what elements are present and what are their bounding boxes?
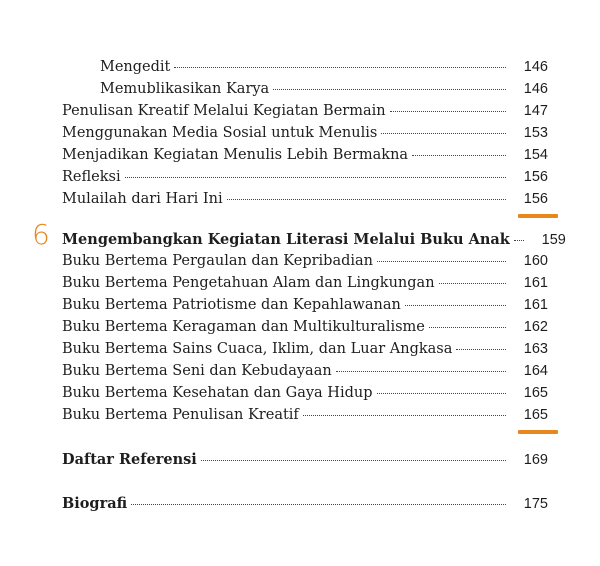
toc-entry-references bbox=[62, 451, 548, 473]
dot-leader bbox=[456, 349, 506, 350]
dot-leader bbox=[429, 327, 506, 328]
toc-entry-title: Mengedit bbox=[100, 59, 171, 75]
dot-leader bbox=[125, 177, 506, 178]
dot-leader bbox=[405, 305, 506, 306]
toc-entry-title: Menjadikan Kegiatan Menulis Lebih Bermakna bbox=[62, 147, 409, 163]
dot-leader bbox=[227, 199, 506, 200]
dot-leader bbox=[201, 460, 506, 461]
dot-leader bbox=[390, 111, 506, 112]
dot-leader bbox=[412, 155, 506, 156]
toc-entry-page: 146 bbox=[523, 81, 548, 97]
references-page: 169 bbox=[523, 452, 548, 468]
toc-entry-biography bbox=[62, 495, 548, 517]
chapter-number: 6 bbox=[32, 218, 50, 251]
toc-entry-page: 160 bbox=[523, 253, 548, 269]
toc-entry-page: 165 bbox=[523, 385, 548, 401]
chapter-heading bbox=[62, 231, 566, 253]
dot-leader bbox=[377, 393, 507, 394]
dot-leader bbox=[174, 67, 506, 68]
toc-entry-page: 156 bbox=[523, 169, 548, 185]
biography-page: 175 bbox=[523, 496, 548, 512]
dot-leader bbox=[131, 504, 506, 505]
toc-entry-page: 162 bbox=[523, 319, 548, 335]
references-title: Daftar Referensi bbox=[62, 451, 197, 468]
toc-entry bbox=[62, 169, 548, 191]
toc-entry-page: 156 bbox=[523, 191, 548, 207]
toc-entry bbox=[62, 125, 548, 147]
dot-leader bbox=[439, 283, 506, 284]
toc-entry-page: 161 bbox=[523, 275, 548, 291]
dot-leader bbox=[381, 133, 506, 134]
toc-entry-page: 146 bbox=[523, 59, 548, 75]
toc-entry-title: Memublikasikan Karya bbox=[100, 81, 270, 97]
toc-entry-page: 161 bbox=[523, 297, 548, 313]
toc-entry-page: 154 bbox=[523, 147, 548, 163]
dot-leader bbox=[303, 415, 506, 416]
toc-entry bbox=[62, 103, 548, 125]
section-divider-bar bbox=[518, 214, 558, 218]
toc-entry bbox=[100, 81, 548, 103]
dot-leader bbox=[336, 371, 506, 372]
toc-entry-title: Buku Bertema Pengetahuan Alam dan Lingkungan bbox=[62, 275, 435, 291]
toc-entry bbox=[62, 341, 548, 363]
toc-entry bbox=[62, 147, 548, 169]
toc-entry-page: 163 bbox=[523, 341, 548, 357]
toc-entry bbox=[100, 59, 548, 81]
toc-entry-title: Buku Bertema Penulisan Kreatif bbox=[62, 407, 299, 423]
toc-entry bbox=[62, 297, 548, 319]
toc-entry-title: Buku Bertema Kesehatan dan Gaya Hidup bbox=[62, 385, 373, 401]
dot-leader bbox=[514, 240, 524, 241]
toc-entry-title: Refleksi bbox=[62, 169, 121, 185]
section-divider-bar bbox=[518, 430, 558, 434]
toc-entry-title: Buku Bertema Seni dan Kebudayaan bbox=[62, 363, 332, 379]
toc-entry-title: Menggunakan Media Sosial untuk Menulis bbox=[62, 125, 378, 141]
toc-entry-title: Mulailah dari Hari Ini bbox=[62, 191, 223, 207]
toc-entry-page: 147 bbox=[523, 103, 548, 119]
toc-entry-page: 153 bbox=[523, 125, 548, 141]
toc-entry bbox=[62, 385, 548, 407]
toc-entry bbox=[62, 407, 548, 429]
toc-entry-title: Buku Bertema Sains Cuaca, Iklim, dan Luar Angkasa bbox=[62, 341, 453, 357]
toc-entry-title: Penulisan Kreatif Melalui Kegiatan Bermain bbox=[62, 103, 386, 119]
biography-title: Biografi bbox=[62, 495, 128, 512]
dot-leader bbox=[273, 89, 506, 90]
toc-entry bbox=[62, 363, 548, 385]
toc-entry-page: 165 bbox=[523, 407, 548, 423]
toc-entry bbox=[62, 253, 548, 275]
toc-entry bbox=[62, 319, 548, 341]
toc-entry bbox=[62, 275, 548, 297]
chapter-page: 159 bbox=[541, 232, 566, 248]
chapter-title: Mengembangkan Kegiatan Literasi Melalui Buku Anak bbox=[62, 231, 510, 248]
toc-entry-title: Buku Bertema Keragaman dan Multikulturalisme bbox=[62, 319, 425, 335]
dot-leader bbox=[377, 261, 506, 262]
toc-entry-title: Buku Bertema Pergaulan dan Kepribadian bbox=[62, 253, 373, 269]
toc-entry-page: 164 bbox=[523, 363, 548, 379]
toc-entry bbox=[62, 191, 548, 213]
toc-entry-title: Buku Bertema Patriotisme dan Kepahlawanan bbox=[62, 297, 401, 313]
